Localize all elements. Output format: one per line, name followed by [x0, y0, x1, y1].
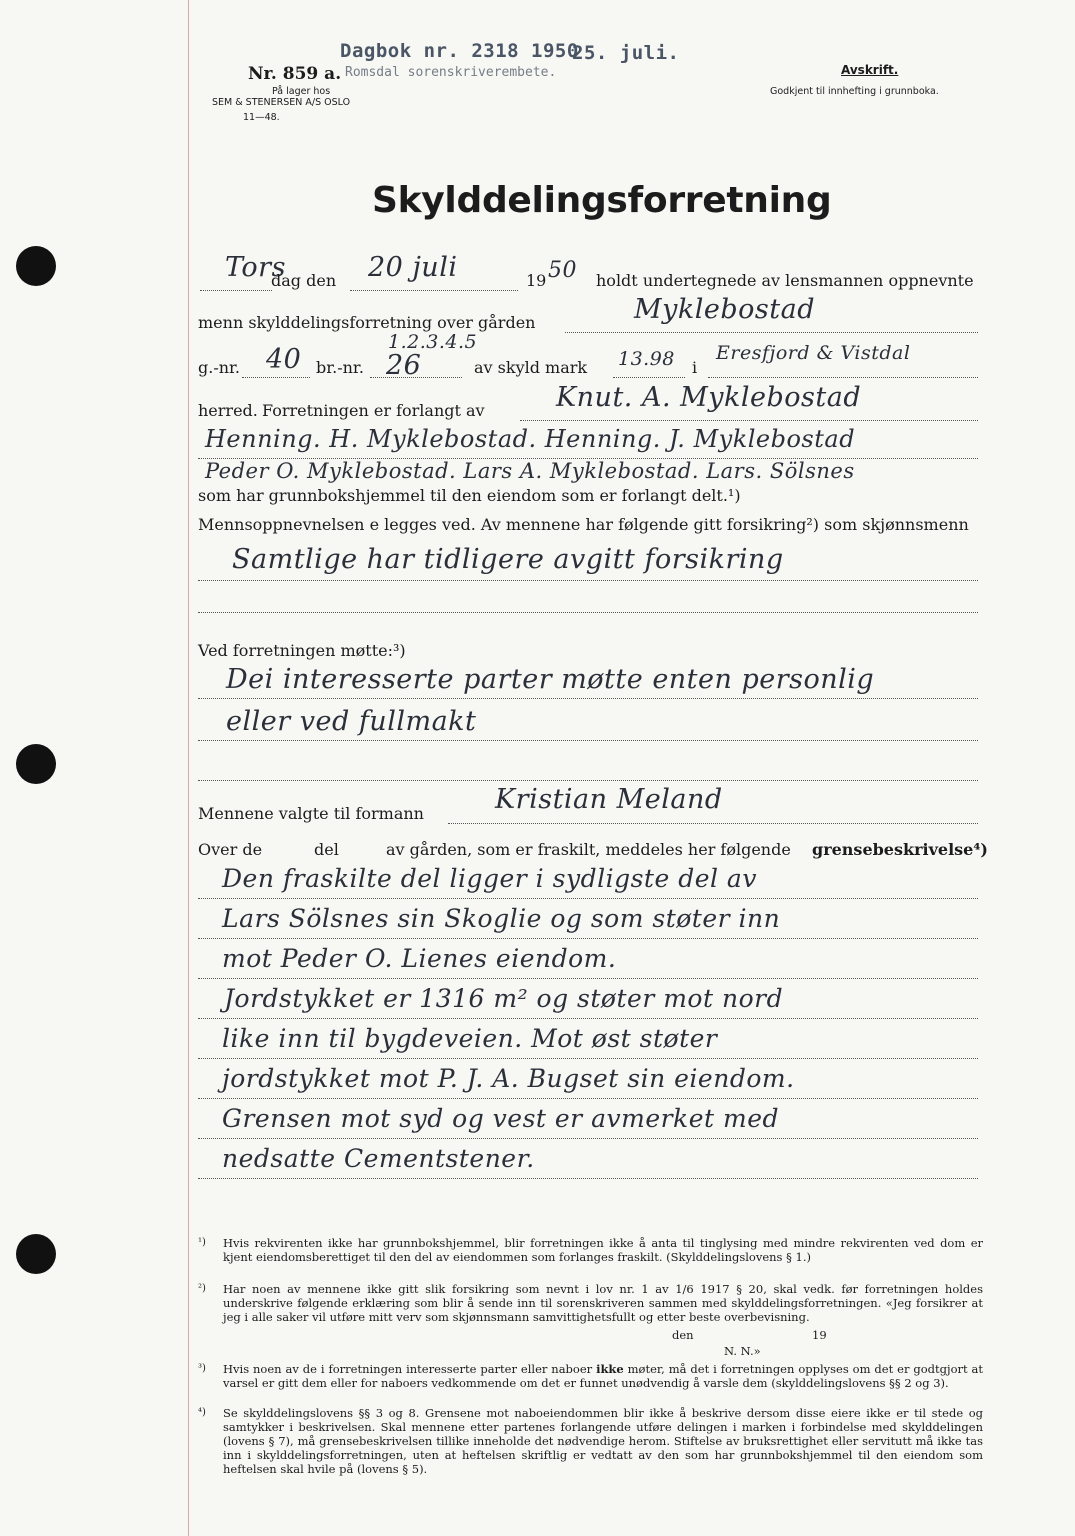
description-line: jordstykket mot P. J. A. Bugset sin eiendom. [222, 1064, 795, 1093]
description-line: nedsatte Cementstener. [222, 1144, 535, 1173]
assurance-written: Samtlige har tidligere avgitt forsikring [232, 544, 784, 575]
copy-label: Avskrift. [841, 63, 899, 77]
chair-label: Mennene valgte til formann [198, 804, 424, 823]
description-line: like inn til bygdeveien. Mot øst støter [222, 1024, 718, 1053]
date-written: 20 juli [368, 252, 458, 283]
footnote-2-den: den [672, 1328, 694, 1342]
gnr-label: g.-nr. [198, 358, 241, 377]
description-line: Lars Sölsnes sin Skoglie og som støter inn [222, 904, 781, 933]
present-written-1: Dei interesserte parter møtte enten personlig [226, 664, 875, 695]
year-prefix: 19 [526, 271, 547, 290]
requested-label: Forretningen er forlangt av [262, 401, 485, 420]
requester-written-1: Knut. A. Myklebostad [556, 382, 862, 413]
punch-hole [16, 744, 56, 784]
skyld-label: av skyld mark [474, 358, 588, 377]
present-label: Ved forretningen møtte:³) [198, 641, 406, 660]
approved-note: Godkjent til innhefting i grunnboka. [770, 86, 939, 97]
appointment-text: Mennsoppnevnelsen e legges ved. Av mennene har følgende gitt forsikring²) som skjønnsmenn [198, 515, 969, 534]
office-stamp: Romsdal sorenskriverembete. [345, 65, 557, 80]
herred-label: herred. [198, 401, 258, 420]
day-label: dag den [271, 271, 337, 290]
present-written-2: eller ved fullmakt [226, 706, 477, 737]
men-text: menn skylddelingsforretning over gården [198, 313, 536, 332]
skyld-written: 13.98 [618, 348, 675, 370]
description-line: Den fraskilte del ligger i sydligste del av [222, 864, 757, 893]
requester-written-2: Henning. H. Myklebostad. Henning. J. Myklebostad [205, 425, 856, 453]
description-line: mot Peder O. Lienes eiendom. [222, 944, 617, 973]
herred-written: Eresfjord & Vistdal [716, 342, 911, 364]
print-date: 11—48. [243, 112, 280, 123]
boundary-text: av gården, som er fraskilt, meddeles her følgende [386, 840, 791, 859]
del-label: del [314, 840, 339, 859]
requester-written-3: Peder O. Myklebostad. Lars A. Myklebostad. Lars. Sölsnes [205, 459, 855, 483]
footnote-2-year: 19 [812, 1328, 827, 1342]
year-written: 50 [548, 258, 577, 283]
punch-hole [16, 246, 56, 286]
date-stamp: 25. juli. [572, 42, 680, 64]
footnote-2-sign: N. N.» [724, 1344, 761, 1358]
form-number: Nr. 859 a. [248, 64, 342, 84]
chair-written: Kristian Meland [495, 784, 723, 815]
document-page: Dagbok nr. 2318 1950 25. juli. Romsdal sorenskriverembete. Nr. 859 a. På lager hos SEM & STENERSEN A/S OSLO 11—48. Avskrift. Godkjent til innhefting i grunnboka. Skylddelingsforretning Tors dag den 20 juli 19 50 holdt undertegnede av lensmannen oppnevnte menn skylddelingsforretning over gården Myklebostad g.-nr. 40 br.-nr. 1.2.3.4.5 26 av skyld mark 13.98 i Eresfjord & Vistdal herred. Forretningen er forlangt av Knut. A. Myklebostad Henning. H. Myklebostad. Henning. J. Myklebostad Peder O. Myklebostad. Lars A. Myklebostad. Lars. Sölsnes som har grunnbokshjemmel til den eiendom som er forlangt delt.¹) Mennsoppnevnelsen e legges ved. Av mennene har følgende gitt forsikring²) som skjønnsmenn Samtlige har tidligere avgitt forsikring Ved forretningen møtte:³) Dei interesserte parter møtte enten personlig eller ved fullmakt Mennene valgte til formann Kristian Meland Over de del av gården, som er fraskilt, meddeles her følgende grensebeskrivelse⁴) ¹) Hvis rekvirenten ikke har grunnbokshjemmel, blir forretningen ikke å anta til tinglysing med mindre rekvirenten ved dom er kjent eiendomsberettiget til den del av eiendommen som forlanges fraskilt. (Skylddelingslovens § 1.) ²) Har noen av mennene ikke gitt slik forsikring som nevnt i lov nr. 1 av 1/6 1917 § 20, skal vedk. før forretningen holdes underskrive følgende erklæring som blir å sende inn til sorenskriveren sammen med skylddelingsforretningen. «Jeg forsikrer at jeg i alle saker vil utføre mitt verv som skjønnsmann samvittighetsfullt og etter beste overbevisning. den 19 N. N.» ³) Hvis noen av de i forretningen interesserte parter eller naboer ikke møter, må det i forretningen opplyses om det er godtgjort at varsel er gitt dem eller for naboers vedkommende om det er funnet unødvendig å varsle dem (skylddelingslovens §§ 2 og 3). ⁴) Se skylddelingslovens §§ 3 og 8. Grensene mot naboeiendommen blir ikke å beskrive dersom disse eiere ikke er til stede og samtykker i beskrivelsen. Skal mennene etter partenes forlangende utføre delingen i marken i forbindelse med skylddelingen (lovens § 7), må grensebeskrivelsen tillike inneholde det nødvendige herom. Stiftelse av bruksrettighet eller servitutt må ikke tas inn i skylddelingsforretningen, uten at heftelsen skriftlig er vedtatt av den som har grunnbokshjemmel til den eiendom som heftelsen skal hvile på (lovens § 5). Den fraskilte del ligger i sydligste del av Lars Sölsnes sin Skoglie og som støter inn mot Peder O. Lienes eiendom. Jordstykket er 1316 m² og støter mot nord like inn til bygdeveien. Mot øst støter jordstykket mot P. J. A. Bugset sin eiendom. Grensen mot syd og vest er avmerket med nedsatte Cementstener. [0, 0, 1075, 1536]
farm-written: Myklebostad [634, 294, 815, 325]
journal-stamp: Dagbok nr. 2318 1950 [340, 40, 579, 62]
brnr-written: 26 [386, 350, 422, 381]
boundary-bold-label: grensebeskrivelse⁴) [812, 840, 988, 859]
margin-rule [188, 0, 189, 1536]
description-line: Jordstykket er 1316 m² og støter mot nord [224, 984, 784, 1013]
brnr-label: br.-nr. [316, 358, 364, 377]
over-de-label: Over de [198, 840, 263, 859]
printer-note: På lager hos [272, 86, 331, 97]
gnr-written: 40 [266, 344, 302, 375]
owner-text: som har grunnbokshjemmel til den eiendom som er forlangt delt.¹) [198, 486, 741, 505]
printer-name: SEM & STENERSEN A/S OSLO [212, 97, 351, 108]
weekday-written: Tors [225, 252, 286, 283]
description-line: Grensen mot syd og vest er avmerket med [222, 1104, 779, 1133]
i-label: i [692, 358, 698, 377]
document-title: Skylddelingsforretning [372, 180, 832, 221]
held-text: holdt undertegnede av lensmannen oppnevnte [596, 271, 974, 290]
brnr-written-top: 1.2.3.4.5 [388, 331, 478, 353]
punch-hole [16, 1234, 56, 1274]
